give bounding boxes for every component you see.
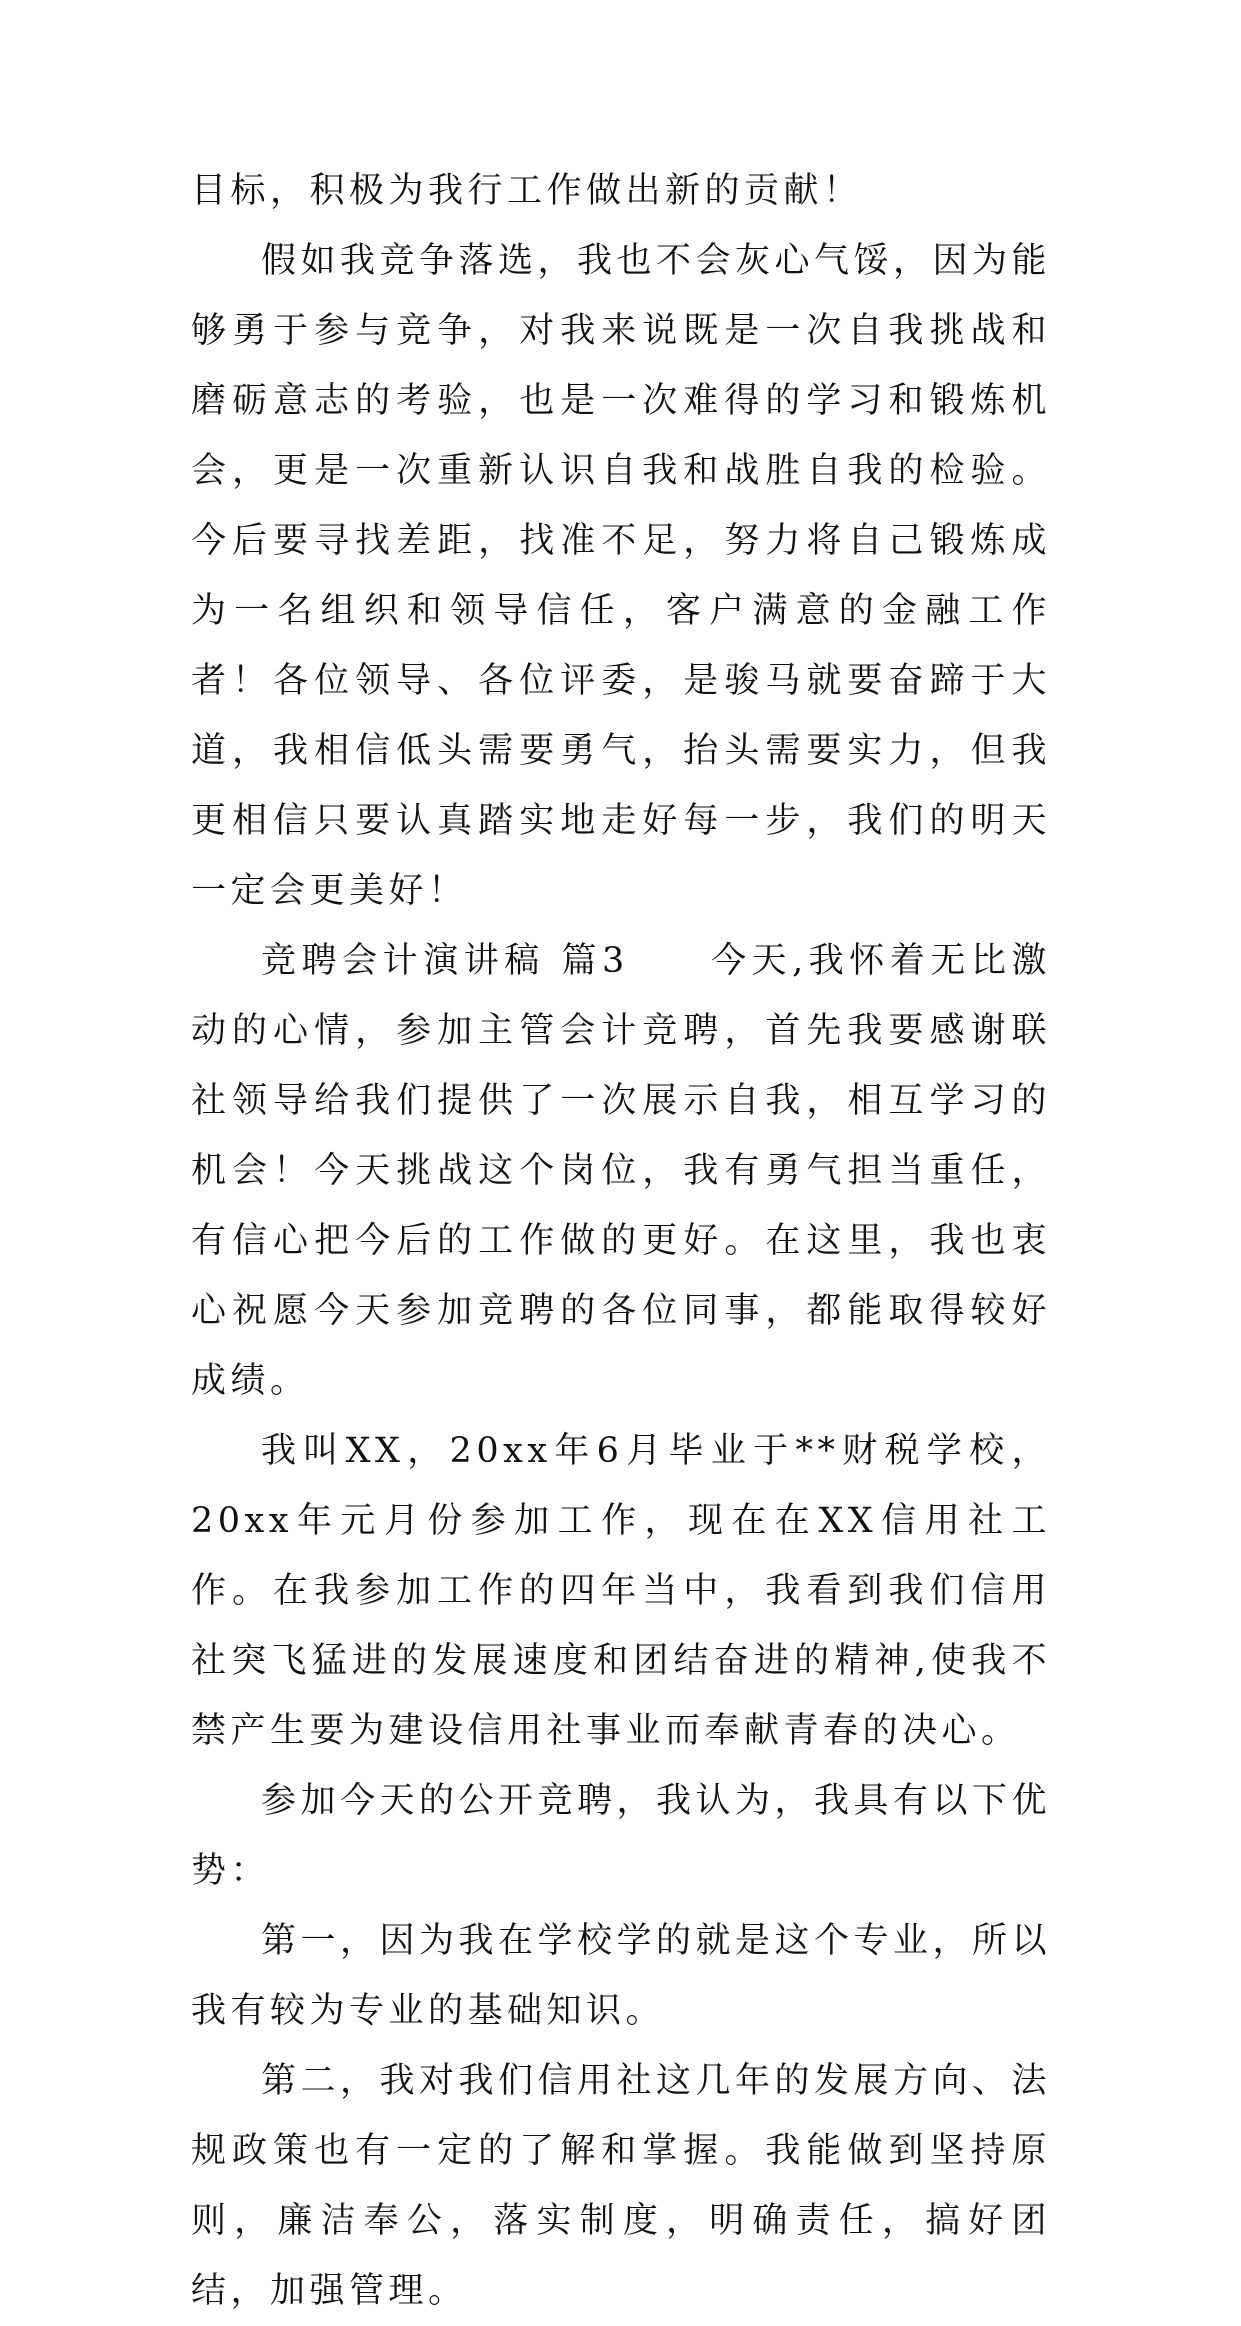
document-body <box>191 156 1051 2326</box>
paragraph-3: 竞聘会计演讲稿 篇3 今天,我怀着无比激动的心情，参加主管会计竞聘，首先我要感谢联社领导给我们提供了一次展示自我，相互学习的机会！今天挑战这个岗位，我有勇气担当重任，有信心把今后的工作做的更好。在这里，我也衷心祝愿今天参加竞聘的各位同事，都能取得较好成绩。 <box>191 941 1051 1401</box>
paragraph-2: 假如我竞争落选，我也不会灰心气馁，因为能够勇于参与竞争，对我来说既是一次自我挑战和磨砺意志的考验，也是一次难得的学习和锻炼机会，更是一次重新认识自我和战胜自我的检验。今后要寻找差距，找准不足，努力将自己锻炼成为一名组织和领导信任，客户满意的金融工作者！各位领导、各位评委，是骏马就要奋蹄于大道，我相信低头需要勇气，抬头需要实力，但我更相信只要认真踏实地走好每一步，我们的明天一定会更美好！ <box>191 241 1052 911</box>
paragraph-4: 我叫XX，20xx年6月毕业于**财税学校，20xx年元月份参加工作，现在在XX信用社工作。在我参加工作的四年当中，我看到我们信用社突飞猛进的发展速度和团结奋进的精神,使我不禁产生要为建设信用社事业而奉献青春的决心。 <box>191 1431 1051 1751</box>
paragraph-5: 参加今天的公开竞聘，我认为，我具有以下优势： <box>191 1781 1052 1891</box>
paragraph-1: 目标，积极为我行工作做出新的贡献！ <box>191 171 863 211</box>
paragraph-6: 第一，因为我在学校学的就是这个专业，所以我有较为专业的基础知识。 <box>191 1921 1052 2031</box>
paragraph-7: 第二，我对我们信用社这几年的发展方向、法规政策也有一定的了解和掌握。我能做到坚持原则，廉洁奉公，落实制度，明确责任，搞好团结，加强管理。 <box>191 2061 1052 2311</box>
